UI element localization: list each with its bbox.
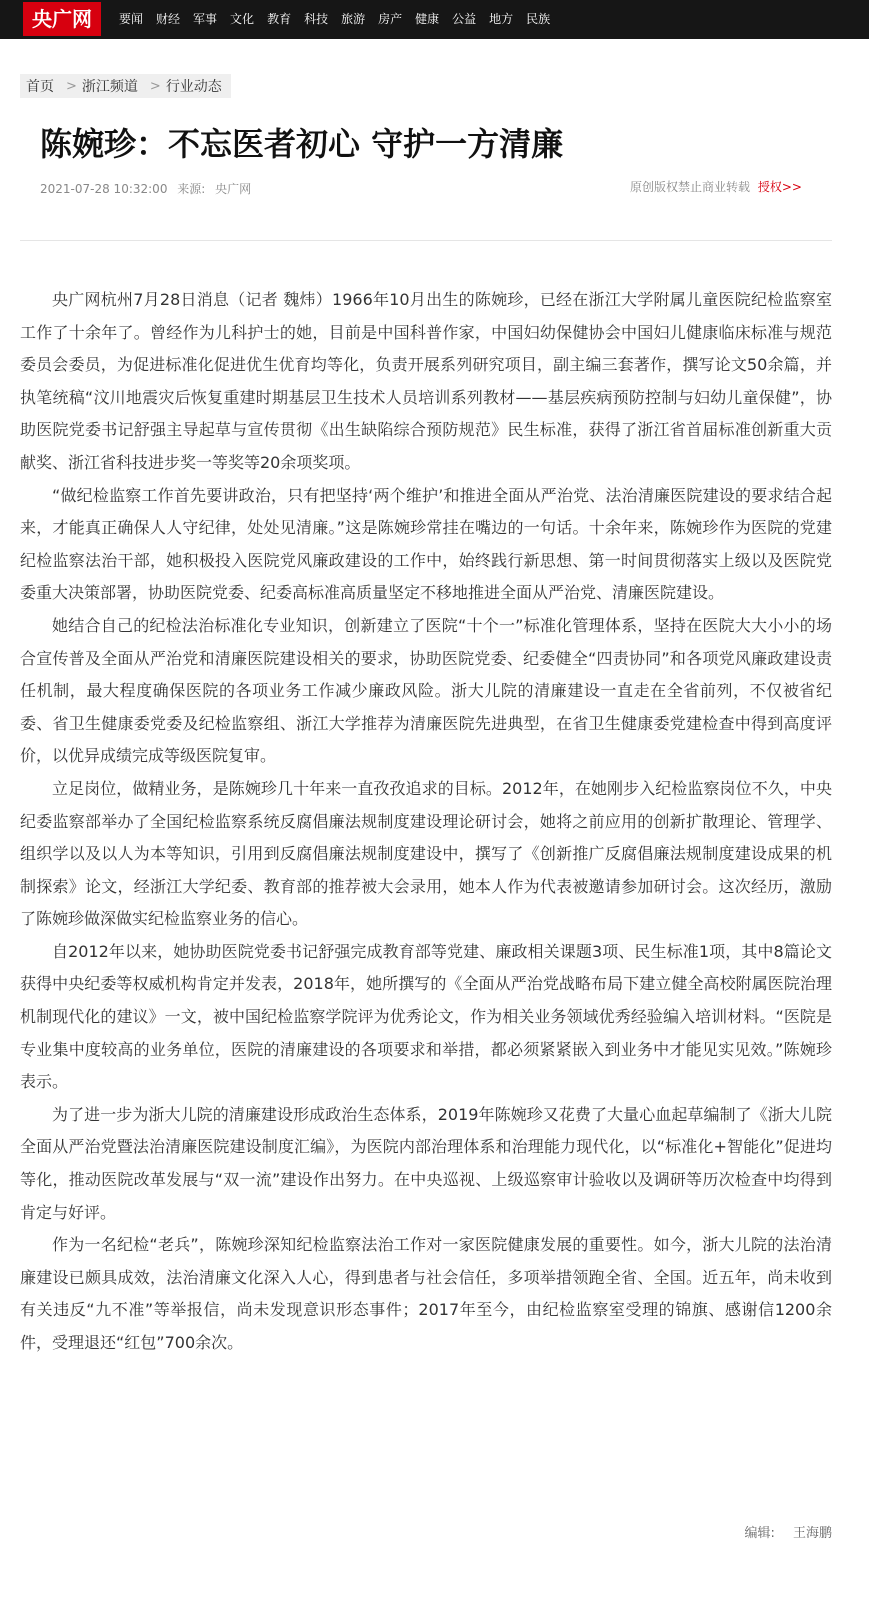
nav-item-realestate[interactable]: 房产 xyxy=(378,12,403,26)
article-paragraph: 央广网杭州7月28日消息（记者 魏炜）1966年10月出生的陈婉珍，已经在浙江大学附属儿童医院纪检监察室工作了十余年了。曾经作为儿科护士的她，目前是中国科普作家，中国妇幼保健协会中国妇儿健康临床标准与规范委员会委员，为促进标准化促进优生优育均等化，负责开展系列研究项目，副主编三套著作，撰写论文50余篇，并执笔统稿“汶川地震灾后恢复重建时期基层卫生技术人员培训系列教材——基层疾病预防控制与妇幼儿童保健”，协助医院党委书记舒强主导起草与宣传贯彻《出生缺陷综合预防规范》民生标准，获得了浙江省首届标准创新重大贡献奖、浙江省科技进步奖一等奖等20余项奖项。 xyxy=(20,290,832,472)
source-name: 央广网 xyxy=(215,182,252,196)
article-body xyxy=(20,284,832,1360)
breadcrumb-separator: > xyxy=(149,78,161,94)
breadcrumb-home[interactable]: 首页 xyxy=(26,79,54,95)
article-paragraph: 立足岗位，做精业务，是陈婉珍几十年来一直孜孜追求的目标。2012年，在她刚步入纪检监察岗位不久，中央纪委监察部举办了全国纪检监察系统反腐倡廉法规制度建设理论研讨会，她将之前应用的创新扩散理论、管理学、组织学以及以人为本等知识，引用到反腐倡廉法规制度建设中，撰写了《创新推广反腐倡廉法规制度建设成果的机制探索》论文，经浙江大学纪委、教育部的推荐被大会录用，她本人作为代表被邀请参加研讨会。这次经历，激励了陈婉珍做深做实纪检监察业务的信心。 xyxy=(20,778,832,929)
channel-nav xyxy=(119,0,563,39)
article-paragraph: 作为一名纪检“老兵”，陈婉珍深知纪检监察法治工作对一家医院健康发展的重要性。如今，浙大儿院的法治清廉建设已颇具成效，法治清廉文化深入人心，得到患者与社会信任，多项举措领跑全省、全国。近五年，尚未收到有关违反“九不准”等举报信，尚未发现意识形态事件；2017年至今，由纪检监察室受理的锦旗、感谢信1200余件，受理退还“红包”700余次。 xyxy=(20,1235,832,1352)
article-paragraph: 自2012年以来，她协助医院党委书记舒强完成教育部等党建、廉政相关课题3项、民生标准1项，其中8篇论文获得中央纪委等权威机构肯定并发表，2018年，她所撰写的《全面从严治党战略布局下建立健全高校附属医院治理机制现代化的建议》一文，被中国纪检监察学院评为优秀论文，作为相关业务领域优秀经验编入培训材料。“医院是专业集中度较高的业务单位，医院的清廉建设的各项要求和举措，都必须紧紧嵌入到业务中才能见实见效。”陈婉珍表示。 xyxy=(20,941,832,1092)
copyright-text: 原创版权禁止商业转载 xyxy=(630,180,751,194)
article-title: 陈婉珍：不忘医者初心 守护一方清廉 xyxy=(40,125,564,163)
breadcrumb-separator: > xyxy=(66,78,77,94)
nav-item-charity[interactable]: 公益 xyxy=(452,12,477,26)
publish-datetime: 2021-07-28 10:32:00 xyxy=(40,182,168,196)
breadcrumb xyxy=(20,74,231,98)
nav-item-ethnic[interactable]: 民族 xyxy=(526,12,551,26)
source-label: 来源: xyxy=(177,182,206,196)
nav-item-health[interactable]: 健康 xyxy=(415,12,440,26)
article-paragraph: “做纪检监察工作首先要讲政治，只有把坚持‘两个维护’和推进全面从严治党、法治清廉医院建设的要求结合起来，才能真正确保人人守纪律，处处见清廉。”这是陈婉珍常挂在嘴边的一句话。十余年来，陈婉珍作为医院的党建纪检监察法治干部，她积极投入医院党风廉政建设的工作中，始终践行新思想、第一时间贯彻落实上级以及医院党委重大决策部署，协助医院党委、纪委高标准高质量坚定不移地推进全面从严治党、清廉医院建设。 xyxy=(20,485,832,603)
editor-label: 编辑: xyxy=(744,1526,775,1541)
nav-item-finance[interactable]: 财经 xyxy=(156,12,181,26)
article-meta xyxy=(40,180,257,197)
nav-item-tech[interactable]: 科技 xyxy=(304,12,329,26)
editor-credit xyxy=(744,1522,832,1541)
license-link[interactable]: 授权>> xyxy=(757,180,802,194)
title-divider xyxy=(20,240,832,241)
top-nav-bar xyxy=(0,0,869,39)
article-paragraph: 为了进一步为浙大儿院的清廉建设形成政治生态体系，2019年陈婉珍又花费了大量心血起草编制了《浙大儿院全面从严治党暨法治清廉医院建设制度汇编》，为医院内部治理体系和治理能力现代化，以“标准化+智能化”促进均等化，推动医院改革发展与“双一流”建设作出努力。在中央巡视、上级巡察审计验收以及调研等历次检查中均得到肯定与好评。 xyxy=(20,1104,832,1222)
article-paragraph: 她结合自己的纪检法治标准化专业知识，创新建立了医院“十个一”标准化管理体系，坚持在医院大大小小的场合宣传普及全面从严治党和清廉医院建设相关的要求，协助医院党委、纪委健全“四责协同”和各项党风廉政建设责任机制，最大程度确保医院的各项业务工作减少廉政风险。浙大儿院的清廉建设一直走在全省前列，不仅被省纪委、省卫生健康委党委及纪检监察组、浙江大学推荐为清廉医院先进典型，在省卫生健康委党建检查中得到高度评价，以优异成绩完成等级医院复审。 xyxy=(20,615,832,766)
nav-item-local[interactable]: 地方 xyxy=(489,12,514,26)
nav-item-education[interactable]: 教育 xyxy=(267,12,292,26)
copyright-notice xyxy=(630,178,802,195)
nav-item-military[interactable]: 军事 xyxy=(193,12,218,26)
editor-name: 王海鹏 xyxy=(792,1526,832,1541)
nav-item-travel[interactable]: 旅游 xyxy=(341,12,366,26)
breadcrumb-industry-news[interactable]: 行业动态 xyxy=(165,79,222,95)
nav-item-news[interactable]: 要闻 xyxy=(119,12,144,26)
site-logo[interactable]: 央广网 xyxy=(23,2,101,36)
nav-item-culture[interactable]: 文化 xyxy=(230,12,255,26)
breadcrumb-zhejiang-channel[interactable]: 浙江频道 xyxy=(81,79,138,95)
